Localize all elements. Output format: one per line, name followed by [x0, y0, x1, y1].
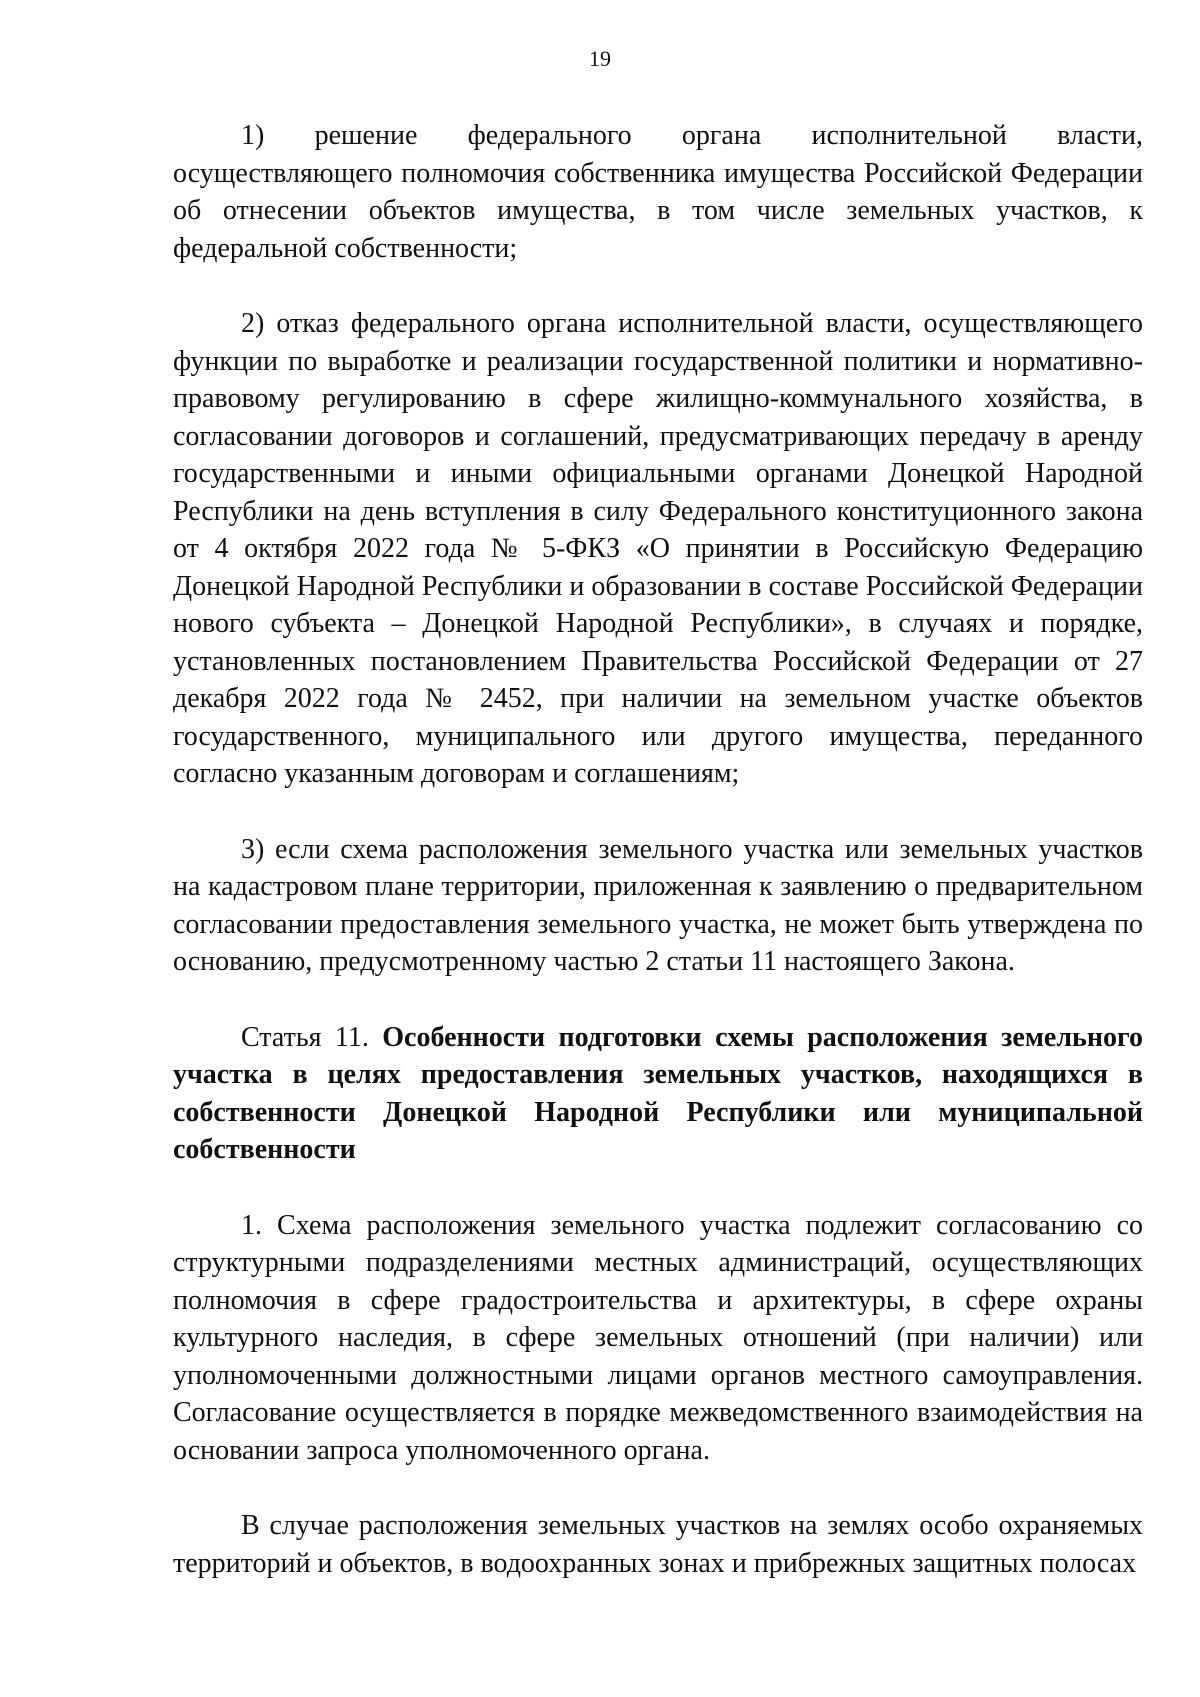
article-part-1: 1. Схема расположения земельного участка подлежит согласованию со структурными подразделениями местных администраций, осуществляющих полномочия в сфере градостроительства и архитектуры, в сфере охраны культурного наследия, в сфере земельных отношений (при наличии) или уполномоченными должностными лицами органов местного самоуправления. Согласование осуществляется в порядке межведомственного взаимодействия на основании запроса уполномоченного органа.: [173, 1209, 1143, 1466]
list-item-1: 1) решение федерального органа исполнительной власти, осуществляющего полномочия собственника имущества Российской Федерации об отнесении объектов имущества, в том числе земельных участков, к федеральной собственности;: [173, 120, 1143, 264]
article-title: Особенности подготовки схемы расположения земельного участка в целях предоставления земельных участков, находящихся в собственности Донецкой Народной Республики или муниципальной собственности: [173, 1021, 1143, 1165]
article-heading: [173, 1019, 1143, 1169]
list-item-3: 3) если схема расположения земельного участка или земельных участков на кадастровом плане территории, приложенная к заявлению о предварительном согласовании предоставления земельного участка, не может быть утверждена по основанию, предусмотренному частью 2 статьи 11 настоящего Закона.: [173, 833, 1143, 977]
list-item-2: 2) отказ федерального органа исполнительной власти, осуществляющего функции по выработке и реализации государственной политики и нормативно-правовому регулированию в сфере жилищно-коммунального хозяйства, в согласовании договоров и соглашений, предусматривающих передачу в аренду государственными и иными официальными органами Донецкой Народной Республики на день вступления в силу Федерального конституционного закона от 4 октября 2022 года № 5-ФКЗ «О принятии в Российскую Федерацию Донецкой Народной Республики и образовании в составе Российской Федерации нового субъекта – Донецкой Народной Республики», в случаях и порядке, установленных постановлением Правительства Российской Федерации от 27 декабря 2022 года № 2452, при наличии на земельном участке объектов государственного, муниципального или другого имущества, переданного согласно указанным договорам и соглашениям;: [173, 308, 1143, 789]
article-part-1-continuation: В случае расположения земельных участков на землях особо охраняемых территорий и объектов, в водоохранных зонах и прибрежных защитных полосах: [173, 1510, 1143, 1579]
document-body: [173, 117, 1143, 1582]
article-number: Статья 11.: [241, 1021, 383, 1053]
page-number: 19: [589, 46, 611, 71]
